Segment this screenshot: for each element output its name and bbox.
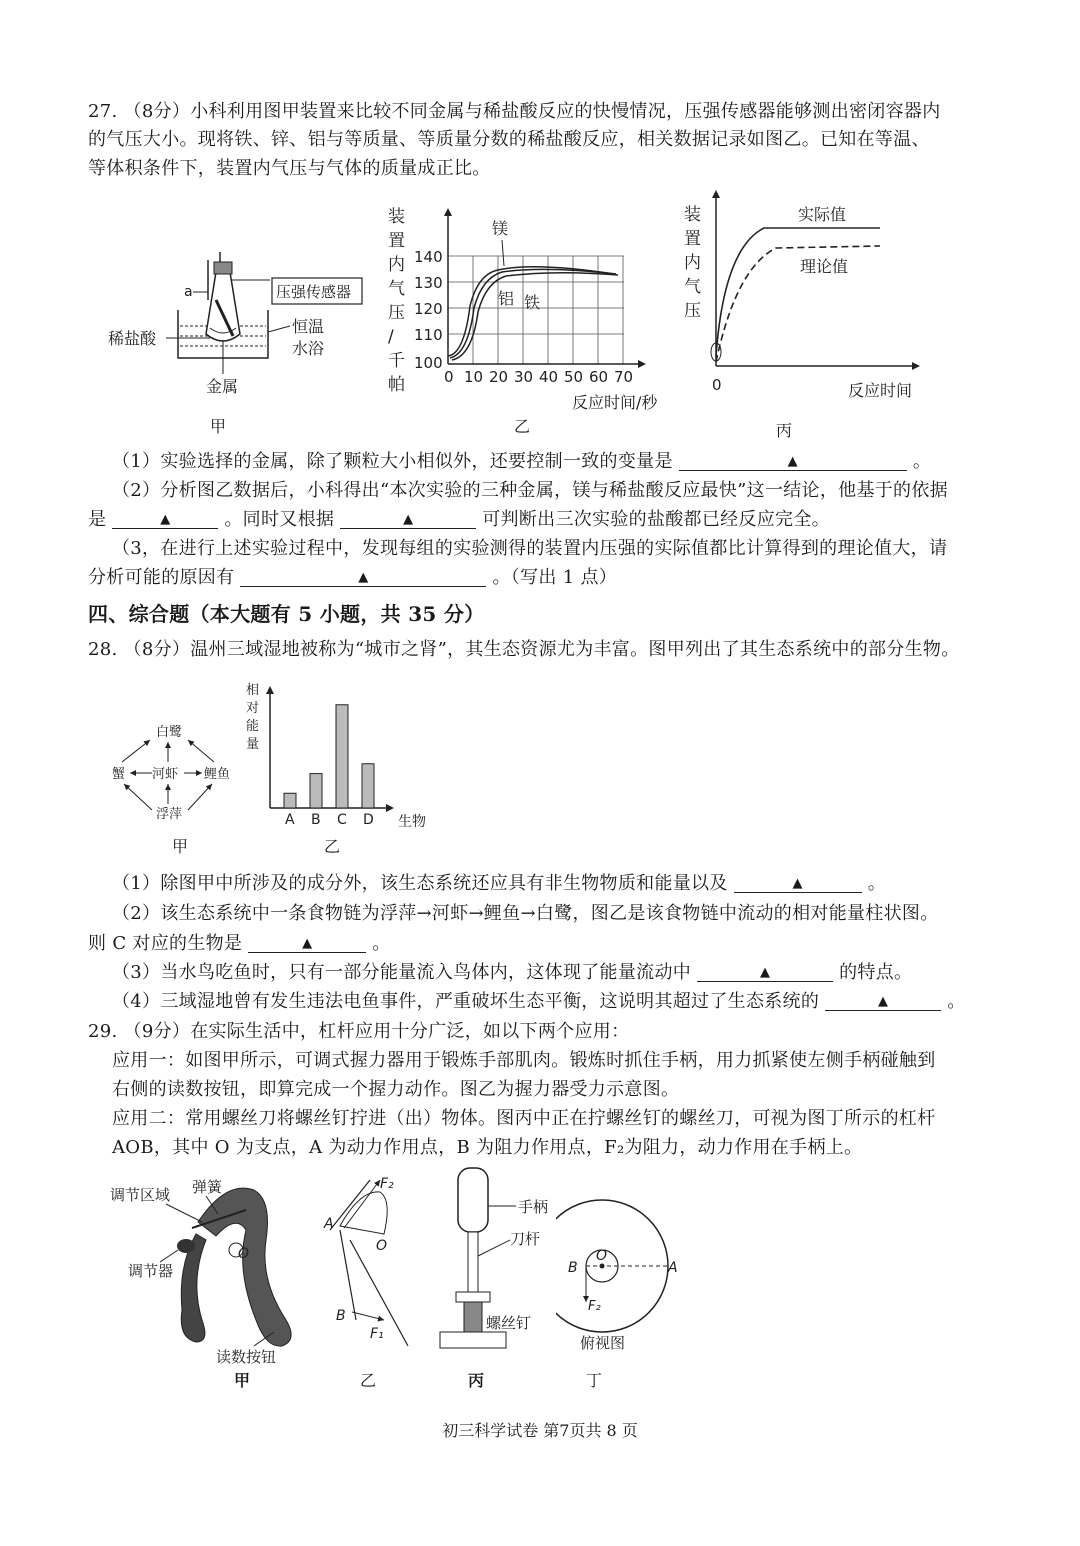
- force-label-f2: F₂: [380, 1176, 394, 1192]
- bar-ylabel-char-3: 量: [246, 737, 260, 752]
- q27-caption-bing: 丙: [776, 421, 793, 440]
- q29-caption-bing: 丙: [468, 1371, 485, 1390]
- q29-caption-ding: 丁: [586, 1371, 603, 1390]
- q27-answer-blank-1[interactable]: ▲: [679, 450, 907, 471]
- q29-app1-line2: 右侧的读数按钮，即算完成一个握力动作。图乙为握力器受力示意图。: [112, 1079, 680, 1100]
- bing-ylabel-char-0: 装: [684, 205, 701, 225]
- svg-text:100: 100: [414, 354, 443, 372]
- q28-part1: （1）除图甲中所涉及的成分外，该生态系统还应具有非生物物质和能量以及 ▲ 。: [112, 873, 887, 894]
- svg-text:140: 140: [414, 248, 443, 266]
- label-origin: 0: [712, 376, 722, 394]
- svg-text:20: 20: [489, 368, 509, 386]
- q27-caption-jia: 甲: [210, 417, 227, 436]
- topview-label-f2: F₂: [588, 1299, 601, 1314]
- q28-part3: （3）当水鸟吃鱼时，只有一部分能量流入鸟体内，这体现了能量流动中 ▲ 的特点。: [112, 962, 913, 983]
- yi-ylabel-char-7: 帕: [388, 375, 405, 395]
- gripper-label-o: O: [238, 1246, 250, 1262]
- gripper-label-button: 读数按钮: [216, 1348, 277, 1366]
- q29-caption-jia: 甲: [234, 1371, 251, 1390]
- bing-ylabel-char-2: 内: [684, 253, 701, 273]
- gripper-label-spring: 弹簧: [192, 1178, 223, 1196]
- svg-text:120: 120: [414, 300, 443, 318]
- q28-answer-blank-3[interactable]: ▲: [697, 961, 833, 982]
- label-reaction-time: 反应时间: [848, 381, 913, 400]
- q29-top-view-figure: [556, 1192, 696, 1362]
- q27-answer-blank-3[interactable]: ▲: [340, 508, 476, 529]
- q28-answer-blank-1[interactable]: ▲: [734, 872, 862, 893]
- topview-label-o: O: [596, 1248, 608, 1264]
- q29-app2-line1: 应用二：常用螺丝刀将螺丝钉拧进（出）物体。图丙中正在拧螺丝钉的螺丝刀，可视为图丁所示的杠杆: [112, 1108, 936, 1129]
- bar-x-axis-label: 生物: [398, 814, 426, 830]
- q29-app2-line2: AOB，其中 O 为支点，A 为动力作用点，B 为阻力作用点，F₂为阻力，动力作用在手柄上。: [112, 1137, 863, 1158]
- q27-caption-yi: 乙: [514, 417, 531, 436]
- screwdriver-label-screw: 螺丝钉: [486, 1314, 532, 1332]
- yi-ylabel-char-5: /: [388, 327, 394, 347]
- label-hcl: 稀盐酸: [108, 329, 157, 348]
- bar-ylabel-char-0: 相: [246, 683, 260, 698]
- bar-ylabel-char-2: 能: [246, 719, 260, 734]
- q28-energy-bar-chart: [240, 676, 440, 836]
- web-crab: 蟹: [112, 767, 126, 782]
- topview-label-b: B: [568, 1260, 578, 1276]
- svg-text:50: 50: [564, 368, 584, 386]
- q27-part3-line1: （3，在进行上述实验过程中，发现每组的实验测得的装置内压强的实际值都比计算得到的理论值大，请: [112, 538, 948, 559]
- label-bath-1: 恒温: [292, 317, 325, 336]
- q27-part2-line2: 是 ▲ 。同时又根据 ▲ 可判断出三次实验的盐酸都已经反应完全。: [88, 509, 830, 530]
- bar-A: [284, 793, 296, 808]
- q29-stem: 29. （9分）在实际生活中，杠杆应用十分广泛，如以下两个应用：: [88, 1021, 630, 1042]
- q29-gripper-figure: [106, 1170, 326, 1370]
- q27-part3-line2: 分析可能的原因有 ▲ 。（写出 1 点）: [88, 567, 618, 588]
- web-egret: 白鹭: [156, 725, 183, 740]
- q28-part2-line1: （2）该生态系统中一条食物链为浮萍→河虾→鲤鱼→白鹭，图乙是该食物链中流动的相对能量柱状图。: [112, 903, 939, 924]
- label-bath-2: 水浴: [292, 339, 325, 358]
- bar-label-A: A: [285, 812, 295, 828]
- topview-label-view: 俯视图: [580, 1334, 626, 1352]
- bar-label-D: D: [363, 812, 374, 828]
- svg-text:30: 30: [514, 368, 534, 386]
- q28-caption-jia: 甲: [172, 837, 189, 856]
- svg-text:10: 10: [464, 368, 484, 386]
- q28-caption-yi: 乙: [324, 837, 341, 856]
- yi-ylabel-char-4: 压: [388, 303, 405, 323]
- svg-text:60: 60: [589, 368, 609, 386]
- svg-text:130: 130: [414, 274, 443, 292]
- topview-label-a: A: [668, 1260, 678, 1276]
- q28-food-web: [108, 718, 248, 828]
- q27-actual-theory-chart: [680, 188, 930, 408]
- q29-force-diagram: [320, 1170, 430, 1360]
- bar-ylabel-char-1: 对: [246, 701, 260, 716]
- gripper-label-adjuster: 调节器: [128, 1262, 174, 1280]
- q27-apparatus-figure: [108, 240, 378, 440]
- q27-answer-blank-2[interactable]: ▲: [112, 508, 218, 529]
- screwdriver-label-handle: 手柄: [518, 1198, 549, 1216]
- svg-text:40: 40: [539, 368, 559, 386]
- yi-ylabel-char-0: 装: [388, 207, 405, 227]
- bing-ylabel-char-1: 置: [684, 229, 701, 249]
- bar-B: [310, 774, 322, 808]
- screwdriver-label-shaft: 刀杆: [510, 1230, 541, 1248]
- web-carp: 鲤鱼: [204, 767, 231, 782]
- bar-label-B: B: [311, 812, 321, 828]
- section-4-title: 四、综合题（本大题有 5 小题，共 35 分）: [88, 602, 485, 626]
- yi-ylabel-char-1: 置: [388, 231, 405, 251]
- force-label-b: B: [336, 1308, 346, 1324]
- bing-ylabel-char-3: 气: [684, 277, 701, 297]
- label-actual: 实际值: [798, 205, 847, 224]
- q27-part1: （1）实验选择的金属，除了颗粒大小相似外，还要控制一致的变量是 ▲ 。: [112, 451, 932, 472]
- q27-part2-line1: （2）分析图乙数据后，小科得出“本次实验的三种金属，镁与稀盐酸反应最快”这一结论，他基于的依据: [112, 480, 948, 501]
- label-time-s: 反应时间/秒: [572, 393, 658, 412]
- label-a: a: [184, 284, 193, 300]
- label-al: 铝: [498, 289, 515, 308]
- svg-text:0: 0: [444, 368, 454, 386]
- page-footer: 初三科学试卷 第7页共 8 页: [442, 1421, 638, 1440]
- bar-D: [362, 764, 374, 808]
- q29-app1-line1: 应用一：如图甲所示，可调式握力器用于锻炼手部肌肉。锻炼时抓住手柄，用力抓紧使左侧手柄碰触到: [112, 1050, 936, 1071]
- bar-label-C: C: [337, 812, 347, 828]
- q27-stem-line3: 等体积条件下，装置内气压与气体的质量成正比。: [88, 158, 491, 179]
- label-fe: 铁: [524, 293, 541, 312]
- gripper-label-zone: 调节区域: [110, 1186, 171, 1204]
- q27-answer-blank-4[interactable]: ▲: [240, 566, 486, 587]
- label-pressure-sensor: 压强传感器: [276, 283, 352, 301]
- bing-ylabel-char-4: 压: [684, 301, 701, 321]
- web-shrimp: 河虾: [152, 767, 179, 782]
- svg-text:110: 110: [414, 326, 443, 344]
- force-label-a: A: [324, 1216, 334, 1232]
- svg-text:70: 70: [614, 368, 634, 386]
- q29-caption-yi: 乙: [360, 1371, 377, 1390]
- q27-stem-line1: 27. （8分）小科利用图甲装置来比较不同金属与稀盐酸反应的快慢情况，压强传感器能够测出密闭容器内: [88, 101, 941, 122]
- label-metal: 金属: [206, 377, 239, 396]
- yi-ylabel-char-6: 千: [388, 351, 405, 371]
- q28-part4: （4）三域湿地曾有发生违法电鱼事件，严重破坏生态平衡，这说明其超过了生态系统的 ▲ 。: [112, 991, 966, 1012]
- web-duckweed: 浮萍: [156, 807, 183, 822]
- yi-ylabel-char-3: 气: [388, 279, 405, 299]
- q27-pressure-chart: [384, 196, 684, 416]
- q28-answer-blank-2[interactable]: ▲: [248, 932, 366, 953]
- label-theory: 理论值: [800, 257, 849, 276]
- q28-answer-blank-4[interactable]: ▲: [825, 990, 941, 1011]
- q29-screwdriver-figure: [430, 1160, 560, 1370]
- label-mg: 镁: [492, 219, 509, 238]
- force-label-o: O: [376, 1238, 388, 1254]
- bar-C: [336, 705, 348, 808]
- q27-stem-line2: 的气压大小。现将铁、锌、铝与等质量、等质量分数的稀盐酸反应，相关数据记录如图乙。已知在等温、: [88, 129, 930, 150]
- q28-stem: 28. （8分）温州三域湿地被称为“城市之肾”，其生态资源尤为丰富。图甲列出了其生态系统中的部分生物。: [88, 639, 960, 660]
- q28-part2-line2: 则 C 对应的生物是 ▲ 。: [88, 933, 391, 954]
- force-label-f1: F₁: [370, 1326, 384, 1342]
- yi-ylabel-char-2: 内: [388, 255, 405, 275]
